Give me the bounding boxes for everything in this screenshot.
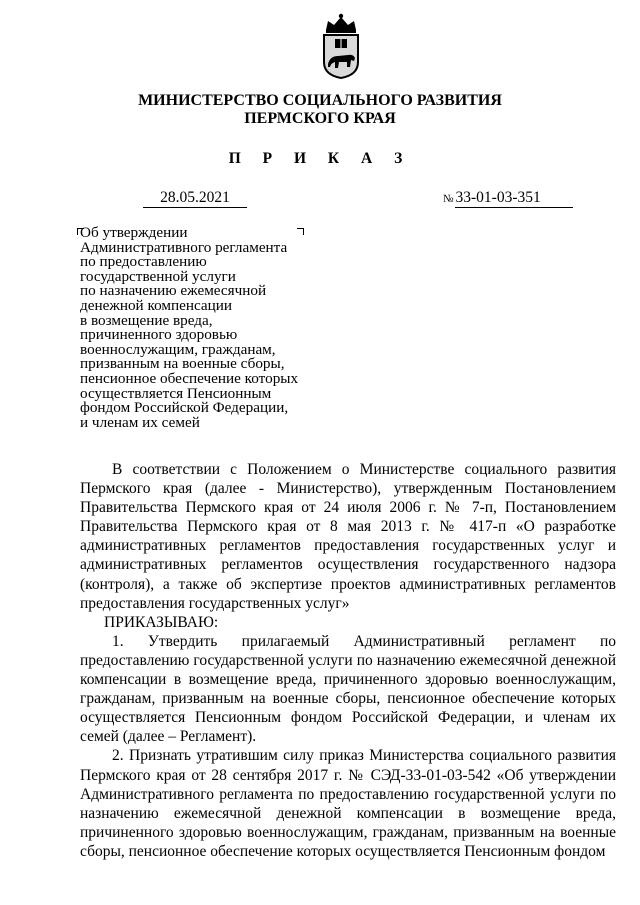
subject-line: фондом Российской Федерации, xyxy=(80,399,289,417)
subject-line: осуществляется Пенсионным xyxy=(80,384,272,402)
order-date: 28.05.2021 xyxy=(143,189,247,208)
subject-line: по предоставлению xyxy=(80,253,207,271)
subject-line: по назначению ежемесячной xyxy=(80,282,267,300)
subject-line: Административного регламента xyxy=(80,238,288,256)
ministry-name xyxy=(0,92,640,128)
ministry-line-1: МИНИСТЕРСТВО СОЦИАЛЬНОГО РАЗВИТИЯ xyxy=(138,92,502,109)
order-number: 33-01-03-351 xyxy=(455,189,573,208)
order-title: П Р И К А З xyxy=(228,150,412,167)
subject-line: государственной услуги xyxy=(80,267,236,285)
order-item-2: 2. Признать утратившим силу приказ Министерства социального развития Пермского края от 28 сентября 2017 г. № СЭД-33-01-03-542 «Об утверждении Административного регламента по предоставлению государственной услуги по назначению ежемесячной денежной компенсации в возмещение вреда, причиненного здоровью военнослужащим, гражданам, призванным на военные сборы, пенсионное обеспечение которых осуществляется Пенсионным фондом xyxy=(80,747,616,860)
order-body xyxy=(80,460,616,861)
subject-line: денежной компенсации xyxy=(80,296,233,314)
subject-line: пенсионное обеспечение которых xyxy=(80,369,299,387)
subject-line: Об утверждении xyxy=(80,224,188,241)
preamble-paragraph: В соответствии с Положением о Министерстве социального развития Пермского края (далее - Министерство), утвержденным Постановлением Правительства Пермского края от 24 июля 2006 г. № 7-п, Постановлением Правительства Пермского края от 8 мая 2013 г. № 417-п «О разработке административных регламентов предоставления государственных услуг и административных регламентов осуществления государственного надзора (контроля), а также об экспертизе проектов административных регламентов предоставления государственных услуг» xyxy=(80,461,616,612)
subject-line: в возмещение вреда, xyxy=(80,311,213,329)
subject-line: призванным на военные сборы, xyxy=(80,355,285,373)
subject-line: и членам их семей xyxy=(80,413,200,431)
number-sign: № xyxy=(443,193,454,205)
ministry-line-2: ПЕРМСКОГО КРАЯ xyxy=(244,110,396,127)
subject-line: причиненного здоровью xyxy=(80,326,238,344)
coat-of-arms-icon xyxy=(318,12,364,80)
subject-line: военнослужащим, гражданам, xyxy=(80,340,276,358)
order-item-1: 1. Утвердить прилагаемый Административный регламент по предоставлению государственной услуги по назначению ежемесячной денежной компенсации в возмещение вреда, причиненного здоровью военнослужащим, гражданам, призванным на военные сборы, пенсионное обеспечение которых осуществляется Пенсионным фондом Российской Федерации, и членам их семей (далее – Регламент). xyxy=(80,632,616,746)
order-number-group xyxy=(443,189,573,208)
order-subject xyxy=(80,226,298,430)
order-word: ПРИКАЗЫВАЮ: xyxy=(104,613,219,631)
